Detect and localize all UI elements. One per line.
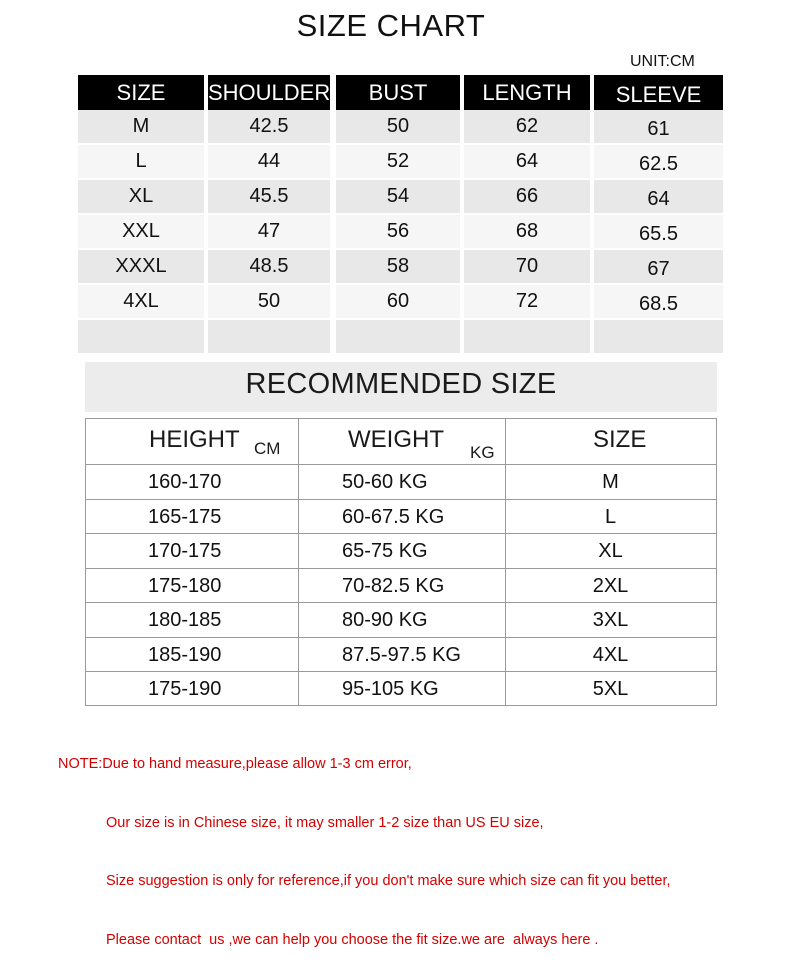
height-range: 160-170	[148, 471, 222, 493]
table-row	[86, 637, 716, 672]
table-cell	[594, 320, 723, 353]
table-cell: M	[78, 110, 204, 143]
table-cell: 62	[464, 110, 590, 143]
size-chart-header	[78, 75, 723, 110]
size-chart-title: SIZE CHART	[296, 8, 486, 43]
note-line: Please contact us ,we can help you choose the fit size.we are always here .	[106, 931, 599, 948]
table-cell: 64	[594, 180, 723, 213]
table-cell: 65.5	[594, 215, 723, 248]
table-cell: 68.5	[594, 285, 723, 318]
height-range: 165-175	[148, 505, 222, 528]
header-size-label: SIZE	[593, 426, 647, 453]
table-row	[78, 320, 723, 355]
recommended-size: 3XL	[592, 609, 629, 631]
table-cell: XL	[78, 180, 204, 213]
table-cell: 50	[336, 110, 460, 143]
header-size	[505, 419, 716, 465]
note-line: Our size is in Chinese size, it may smaller 1-2 size than US EU size,	[106, 814, 544, 831]
table-row	[78, 285, 723, 320]
size-note	[58, 716, 671, 970]
table-cell: 47	[208, 215, 330, 248]
table-cell: 4XL	[78, 285, 204, 318]
note-line: Size suggestion is only for reference,if you don't make sure which size can fit you better,	[106, 873, 671, 889]
header-shoulder: SHOULDER	[208, 75, 330, 110]
recommended-size: L	[604, 505, 617, 528]
header-weight-label: WEIGHT	[348, 426, 444, 453]
height-range: 175-180	[148, 574, 222, 597]
recommended-size: M	[602, 471, 619, 493]
weight-range: 70-82.5 KG	[342, 574, 445, 597]
table-cell: 56	[336, 215, 460, 248]
recommended-size: 4XL	[592, 643, 629, 666]
weight-range: 60-67.5 KG	[342, 505, 445, 528]
header-weight	[298, 419, 505, 465]
header-height	[86, 419, 298, 465]
table-cell: XXXL	[78, 250, 204, 283]
height-range: 170-175	[148, 540, 222, 562]
recommended-size: 5XL	[592, 678, 629, 700]
weight-range: 87.5-97.5 KG	[342, 643, 461, 666]
table-row	[86, 602, 716, 637]
table-row	[78, 215, 723, 250]
weight-range: 50-60 KG	[342, 471, 428, 493]
table-cell: XXL	[78, 215, 204, 248]
height-range: 175-190	[148, 678, 222, 700]
recommended-size-table	[85, 418, 717, 706]
weight-range: 65-75 KG	[342, 540, 428, 562]
table-row	[86, 533, 716, 568]
table-cell	[208, 320, 330, 353]
table-cell: 68	[464, 215, 590, 248]
table-cell: 64	[464, 145, 590, 178]
table-cell: 45.5	[208, 180, 330, 213]
recommended-title: RECOMMENDED SIZE	[245, 368, 557, 400]
weight-range: 80-90 KG	[342, 609, 428, 631]
height-range: 180-185	[148, 609, 222, 631]
header-sleeve: SLEEVE	[594, 75, 723, 110]
table-cell	[336, 320, 460, 353]
recommended-size: 2XL	[592, 574, 629, 597]
table-cell: 60	[336, 285, 460, 318]
table-cell	[78, 320, 204, 353]
header-size: SIZE	[78, 75, 204, 110]
weight-range: 95-105 KG	[342, 678, 439, 700]
table-cell: 50	[208, 285, 330, 318]
table-row	[78, 180, 723, 215]
header-bust: BUST	[336, 75, 460, 110]
table-cell: 54	[336, 180, 460, 213]
table-row	[78, 110, 723, 145]
recommended-size: XL	[598, 540, 623, 562]
table-cell: 44	[208, 145, 330, 178]
table-cell: 67	[594, 250, 723, 283]
table-row	[86, 671, 716, 706]
header-height-label: HEIGHT	[149, 426, 240, 453]
table-cell: L	[78, 145, 204, 178]
table-row	[78, 250, 723, 285]
note-line: NOTE:Due to hand measure,please allow 1-3 cm error,	[58, 756, 412, 772]
table-row	[86, 568, 716, 603]
table-row	[86, 464, 716, 499]
table-row	[78, 145, 723, 180]
size-chart-table	[78, 110, 723, 356]
table-cell: 61	[594, 110, 723, 143]
table-cell: 52	[336, 145, 460, 178]
header-weight-unit: KG	[470, 443, 495, 462]
table-cell: 48.5	[208, 250, 330, 283]
table-row	[86, 499, 716, 534]
header-height-unit: CM	[254, 439, 281, 458]
unit-label: UNIT:CM	[630, 53, 695, 70]
table-cell: 66	[464, 180, 590, 213]
table-cell: 42.5	[208, 110, 330, 143]
table-cell: 58	[336, 250, 460, 283]
table-cell: 62.5	[594, 145, 723, 178]
table-cell: 72	[464, 285, 590, 318]
table-cell: 70	[464, 250, 590, 283]
table-cell	[464, 320, 590, 353]
header-length: LENGTH	[464, 75, 590, 110]
height-range: 185-190	[148, 643, 222, 666]
